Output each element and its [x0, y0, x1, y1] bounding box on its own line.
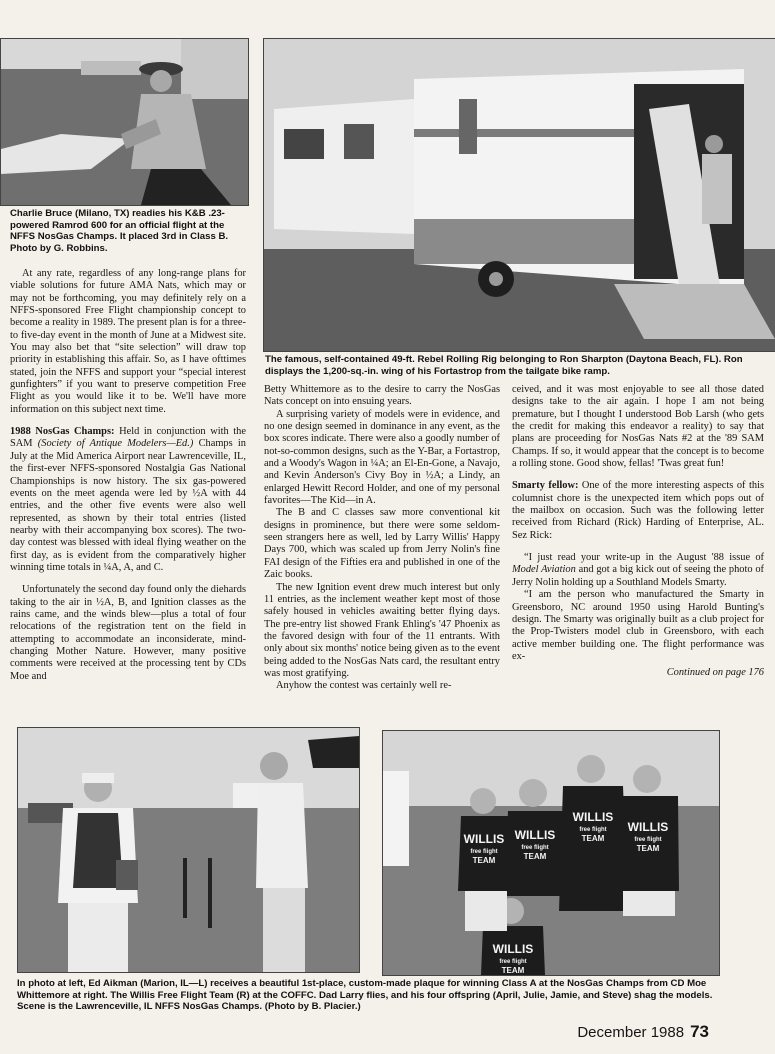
magazine-title: Model Aviation [512, 564, 576, 576]
photo-willis-free-flight-team-image [383, 731, 719, 975]
article-paragraph: ceived, and it was most enjoyable to see all those dated designs take to the air again. I hope I am not being premature, but I thought I understood Bob Larsh (who gets the credit for making this endeavor a reality) to say that plans are proceeding for NosGas Nats #2 at the '89 SAM Champs. If so, it would appear that the concept is to become a rolling stone. Good show, fellas! 'Twas great fun! [512, 384, 764, 470]
photo-willis-free-flight-team [382, 730, 720, 976]
section-heading-nosgas-champs: 1988 NosGas Champs: [10, 426, 115, 438]
shirt-text-willis: WILLIS [572, 810, 614, 824]
article-paragraph: “I am the person who manufactured the Smarty in Greensboro, NC around 1950 using Harold Bunting's design. The Smarty was originally built as a club project for the Prop-Twisters model club in Greensboro, with each active member building one. The flight performance was ex- [512, 589, 764, 662]
photo-rebel-rolling-rig [263, 38, 775, 352]
article-paragraph: The B and C classes saw more conventional kit designs in prominence, but there were some seldom-seen strangers here as well, led by Larry Willis' Happy Days 700, which was scaled up from Jerry Nolin's fine FAI design of the Fifties era and published in one of the Zaic books. [264, 507, 500, 581]
caption-top-right: The famous, self-contained 49-ft. Rebel Rolling Rig belonging to Ron Sharpton (Daytona Beach, FL). Ron displays the 1,200-sq.-in. wing of his Fortastrop from the tailgate bike ramp. [265, 354, 743, 377]
shirt-text-willis: WILLIS [492, 942, 534, 956]
article-text: and got a big kick out of seeing the photo of Jerry Nolin holding up a Southland Models Smarty. [512, 564, 764, 588]
article-paragraph: Anyhow the contest was certainly well re- [276, 680, 452, 692]
shirt-text-free-flight: free flight [634, 837, 662, 843]
shirt-text-team: TEAM [636, 844, 660, 853]
article-column-2 [264, 384, 500, 720]
shirt-text-willis: WILLIS [627, 820, 669, 834]
section-heading-smarty-fellow: Smarty fellow: [512, 480, 579, 492]
page-number: 73 [690, 1022, 709, 1041]
photo-charlie-bruce [0, 38, 249, 206]
photo-ed-aikman-plaque-image [18, 728, 359, 972]
shirt-text-free-flight: free flight [521, 845, 549, 851]
article-paragraph: At any rate, regardless of any long-range plans for viable solutions for future AMA Nats, which may or may not be forthcoming, you may definitely rely on a NFFS-sponsored Free Flight championship concept to become a reality in 1989. The present plan is for a three- to five-day event in the month of June at a Midwest site. You may also bet that “site selection” will draw top priority in establishing this affair. So, as I have ofttimes stated, join the NFFS and support your “special interest gunfighters” if you want to preserve competition Free Flight as you would like it to be. We'll have more information on this subject next time. [10, 268, 246, 415]
shirt-text-free-flight: free flight [579, 827, 607, 833]
photo-charlie-bruce-image [1, 39, 248, 205]
shirt-text-team: TEAM [581, 834, 605, 843]
article-paragraph: A surprising variety of models were in evidence, and no one design seemed in dominance in any event, as the box scores indicate. There were also a goodly number of not-so-common designs, such as the Y-Bar, a Fortastrop, and a Woody's Wagon in ¼A; an El-En-Gone, a Navajo, and Kevin Anderson's Civy Boy in ½A; a Lindy, an enlarged Hewitt Record Holder, and one of my personal favorites—The Kid—in A. [264, 408, 500, 507]
continued-on-page: Continued on page 176 [666, 667, 764, 679]
caption-top-left: Charlie Bruce (Milano, TX) readies his K&B .23-powered Ramrod 600 for an official flight at the NFFS NosGas Champs. It placed 3rd in Class B. Photo by G. Robbins. [10, 208, 229, 254]
caption-bottom: In photo at left, Ed Aikman (Marion, IL—L) receives a beautiful 1st-place, custom-made plaque for winning Class A at the NosGas Champs from CD Moe Whittemore at right. The Willis Free Flight Team (R) at the COFFC. Dad Larry flies, and his four offspring (April, Julie, Jamie, and Steve) shag the models. Scene is the Lawrenceville, IL NFFS NosGas Champs. (Photo by B. Placier.) [17, 978, 713, 1012]
article-text: Champs in July at the Mid America Airport near Lawrenceville, IL, the first-ever NFFS-sponsored Nostalgia Gas National Championships is now history. The six gas-powered events on the meet agenda were led by ½A with 44 entries, and the other five events were also well represented, as shown by their total entries (listed nearby with their accompanying box scores). The two-day contest was blessed with ideal flying weather on the first day, as is evident from the comparatively higher winning time totals in ¼A, A, and C. [10, 438, 246, 573]
article-paragraph: The new Ignition event drew much interest but only 11 entries, as the inclement weather kept most of those safely housed in vehicles awaiting better flying days. The pre-entry list showed Frank Ehling's '47 Phoenix as the favored design with four of the 11 entrants. With only about six months' notice being given as to the event being added to the NosGas Nats card, the resultant entry was most gratifying. [264, 581, 500, 679]
shirt-text-team: TEAM [501, 966, 525, 975]
shirt-text-willis: WILLIS [514, 828, 556, 842]
shirt-text-willis: WILLIS [463, 832, 505, 846]
article-text: “I just read your write-up in the August '88 issue of [524, 552, 764, 564]
editor-note: (Society of Antique Modelers—Ed.) [37, 438, 194, 450]
shirt-text-free-flight: free flight [470, 849, 498, 855]
photo-rebel-rolling-rig-image [264, 39, 775, 351]
page-footer [577, 1022, 709, 1042]
shirt-text-team: TEAM [472, 856, 496, 865]
photo-ed-aikman-plaque [17, 727, 360, 973]
article-text: One of the more interesting aspects of this columnist chore is the unexpected item which pops out of the mailbox on occasion. Such was the following letter received from Richard (Rick) Harding of Enterprise, AL. Sez Rick: [512, 480, 764, 541]
article-column-3 [512, 384, 764, 724]
article-paragraph: Betty Whittemore as to the desire to carry the NosGas Nats concept on into ensuing years. [264, 384, 500, 408]
shirt-text-free-flight: free flight [499, 959, 527, 965]
issue-date: December 1988 [577, 1024, 685, 1041]
shirt-text-team: TEAM [523, 852, 547, 861]
article-paragraph: Unfortunately the second day found only the diehards taking to the air in ½A, B, and Ignition classes as the rains came, and the winds blew—plus a total of four relocations of the registration tent on the field in attempting to accommodate an inconsiderate, mind-changing Mother Nature. However, many positive comments were received at the processing tent by CDs Moe and [10, 584, 246, 682]
article-column-1 [10, 268, 246, 720]
article-text: Held in conjunction with the SAM [10, 426, 246, 450]
